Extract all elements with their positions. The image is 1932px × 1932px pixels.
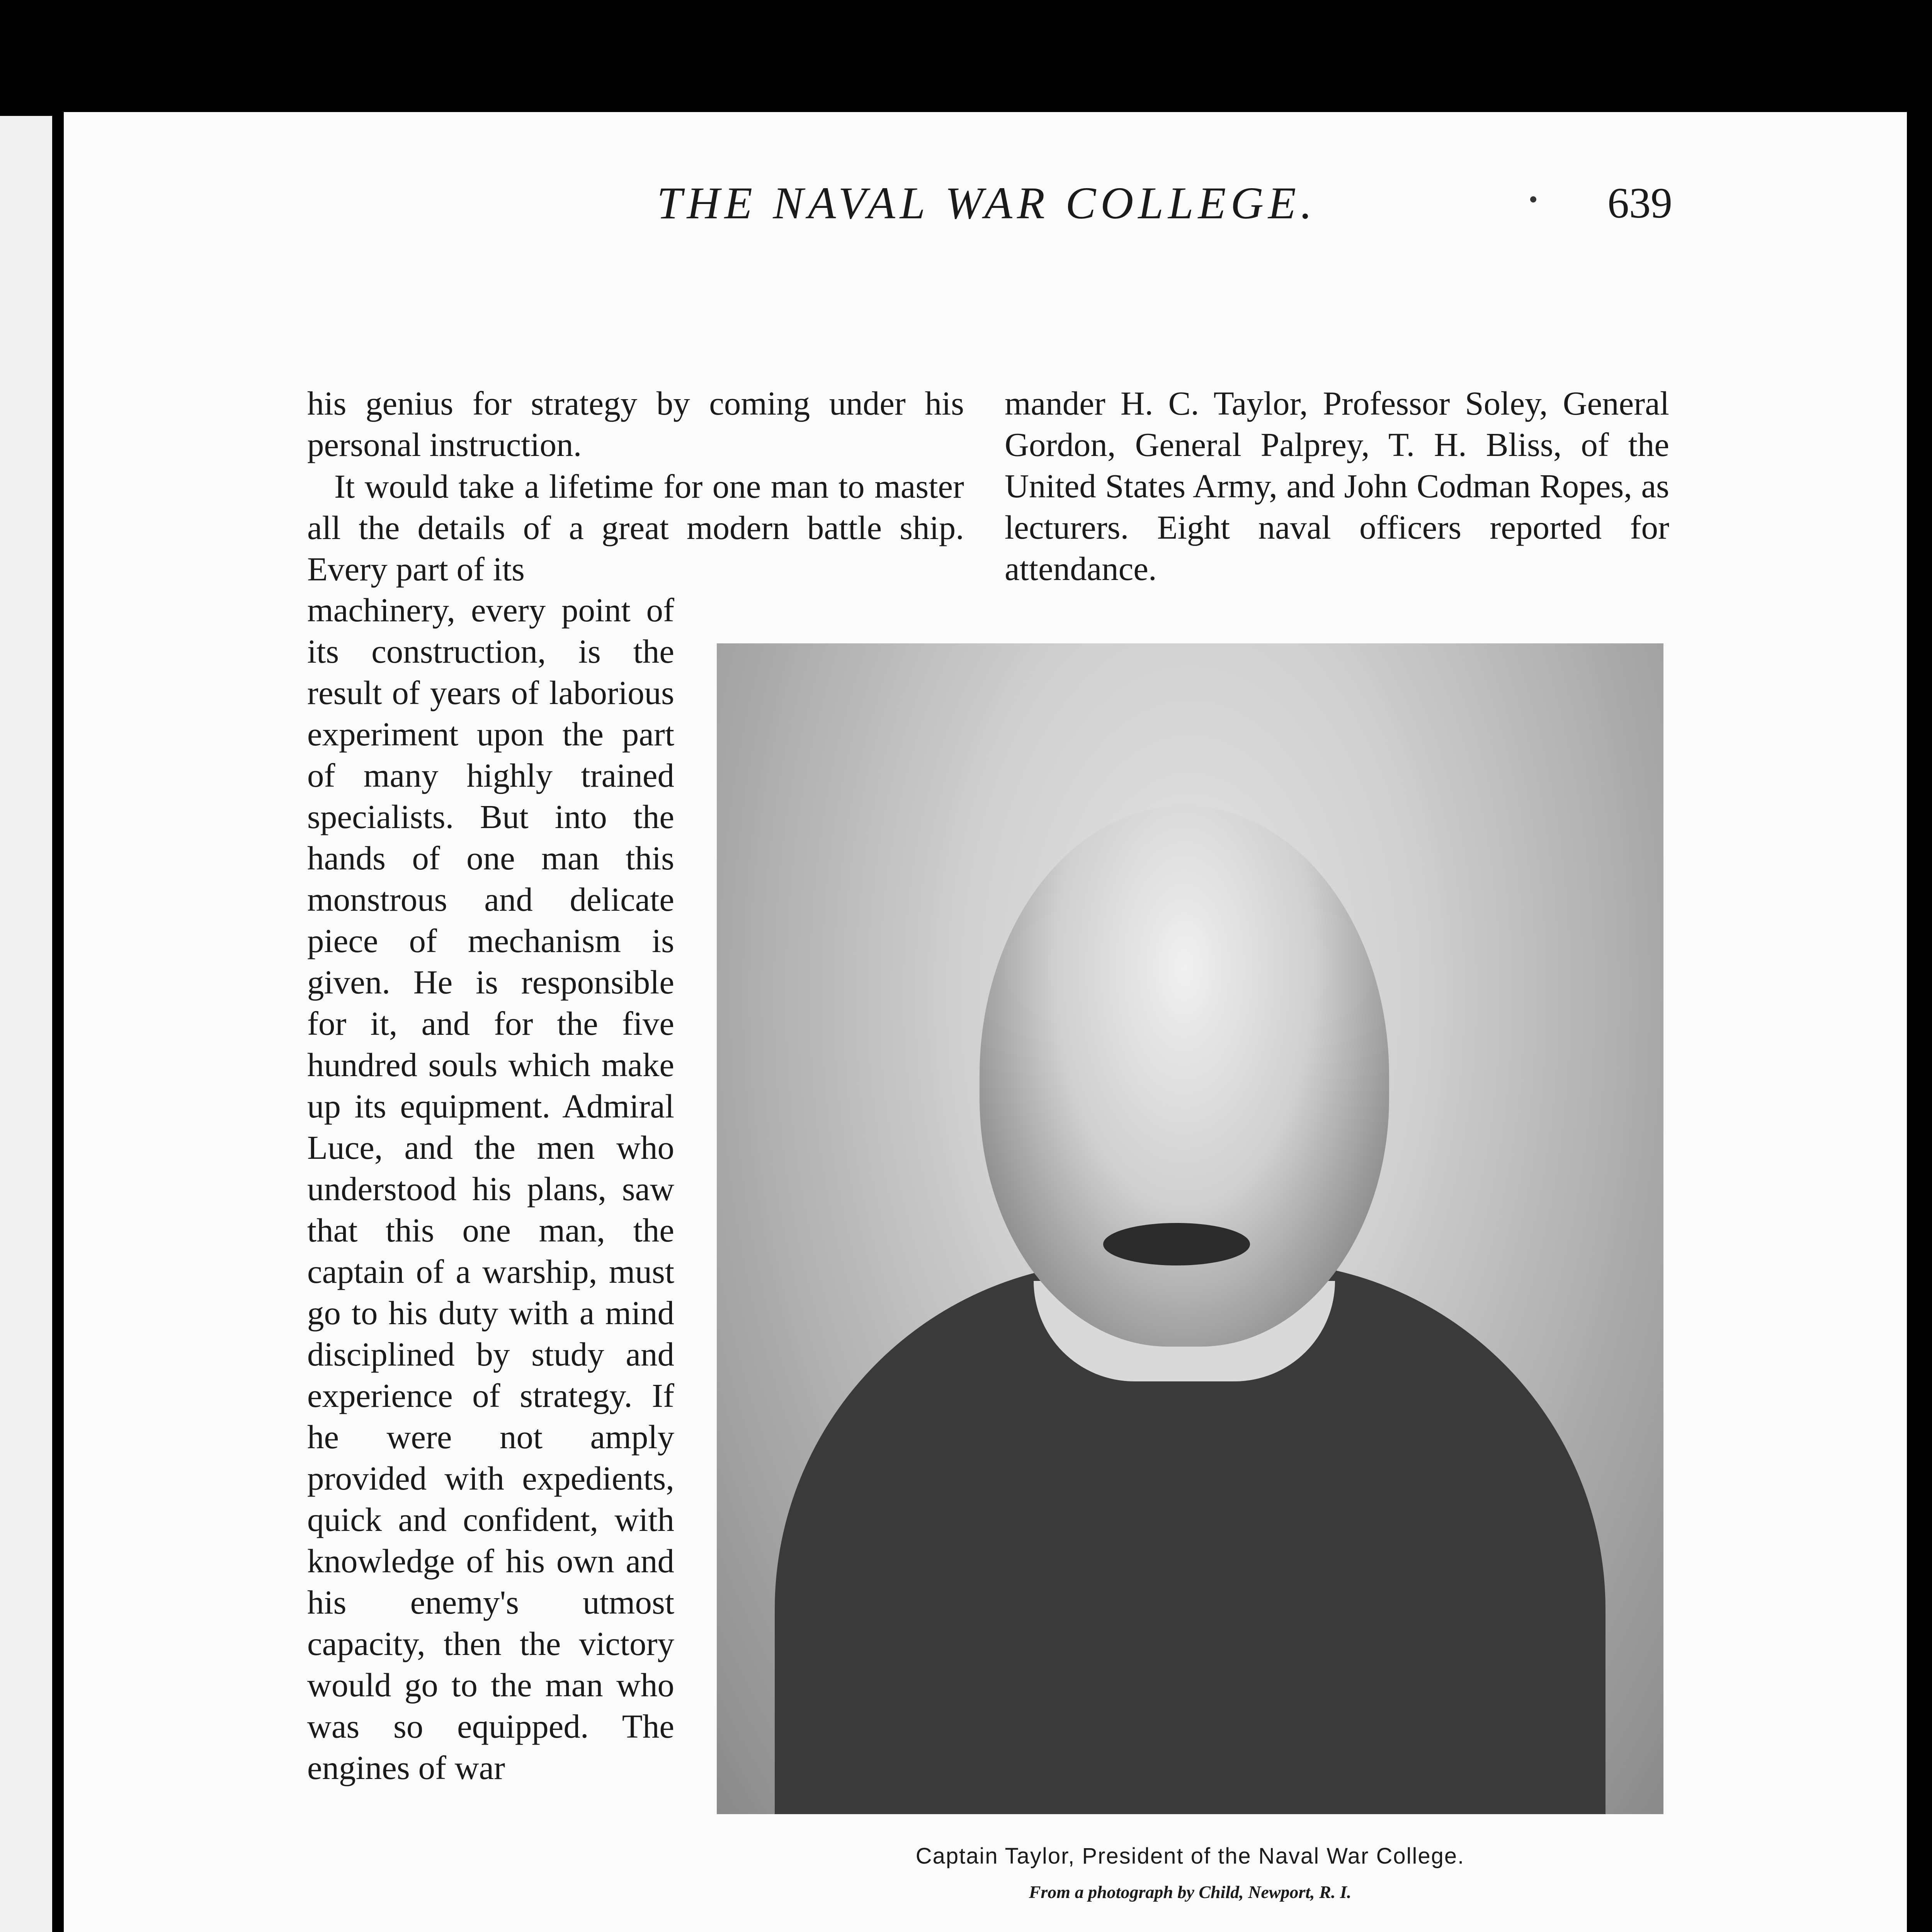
left-column-paragraph-2: It would take a lifetime for one man to master all the details of a great modern battle ship. Every part of its [307,468,964,588]
left-column-paragraph-1: his genius for strategy by coming under his personal instruction. [307,384,964,463]
adjacent-page-edge [0,116,52,1932]
portrait-head [980,806,1389,1347]
figure-caption: Captain Taylor, President of the Naval War College. [915,1844,1465,1869]
portrait-mustache [1103,1223,1250,1265]
portrait-photograph [717,643,1663,1814]
figure-credit: From a photograph by Child, Newport, R. I. [1029,1882,1352,1902]
left-column-narrow-text: machinery, every point of its construction, is the result of years of laborious experiment upon the part of many highly trained specialists. But into the hands of one man this monstrous and delicate piece of mechanism is given. He is responsible for it, and for the five hundred souls which make up its equipment. Admiral Luce, and the men who understood his plans, saw that this one man, the captain of a warship, must go to his duty with a mind disciplined by study and experience of strategy. If he were not amply provided with expedients, quick and confident, with knowledge of his own and his enemy's utmost capacity, then the victory would go to the man who was so equipped. The engines of war [307,591,674,1786]
page-number: 639 [1607,179,1672,227]
right-column-top-paragraph: mander H. C. Taylor, Professor Soley, General Gordon, General Palprey, T. H. Bliss, of the United States Army, and John Codman Ropes, as lecturers. Eight naval officers reported for attendance. [1005,384,1669,587]
ink-speck [1530,196,1536,202]
running-header-title: THE NAVAL WAR COLLEGE. [657,178,1317,228]
